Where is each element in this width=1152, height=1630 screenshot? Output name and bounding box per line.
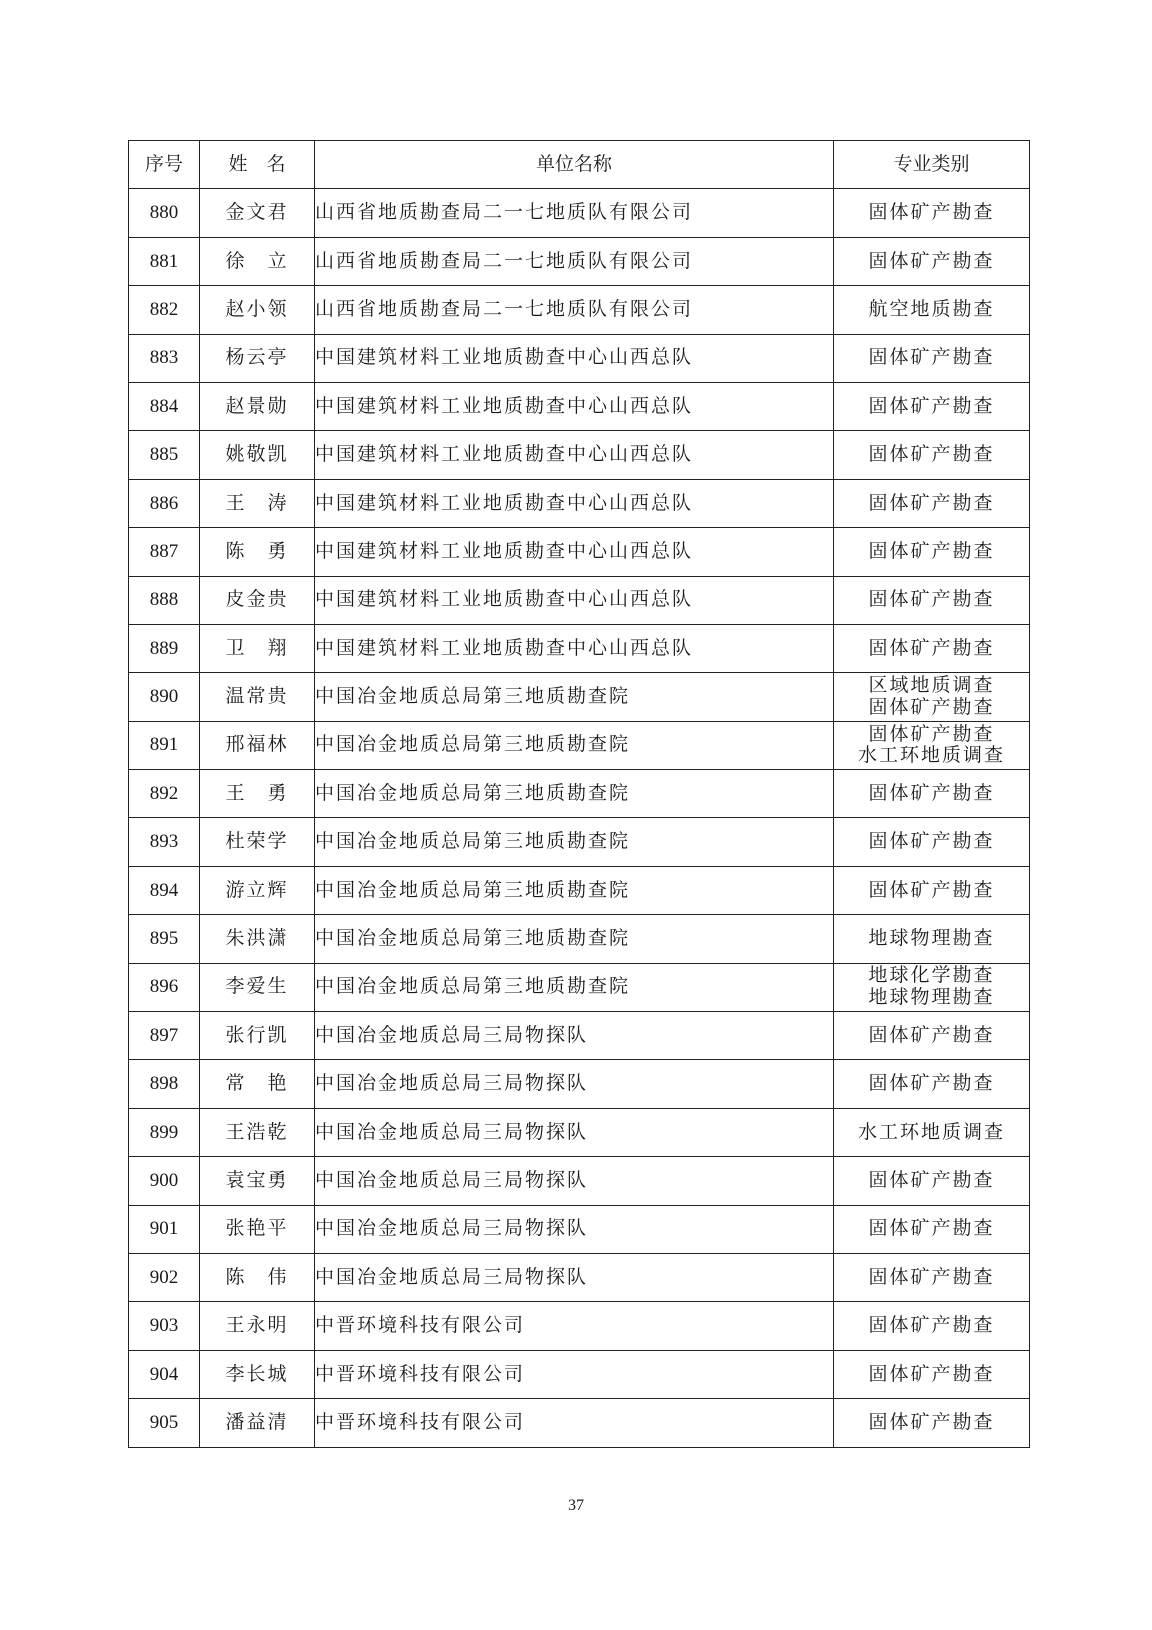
person-name: 邢福林	[200, 721, 315, 769]
specialty-cell	[834, 576, 1030, 624]
row-number: 884	[129, 382, 200, 430]
row-number: 895	[129, 915, 200, 963]
unit-name: 中晋环境科技有限公司	[315, 1302, 834, 1350]
person-name: 杜荣学	[200, 818, 315, 866]
unit-name: 中国冶金地质总局第三地质勘查院	[315, 770, 834, 818]
table-row	[129, 1302, 1030, 1350]
person-name: 张艳平	[200, 1205, 315, 1253]
unit-name: 中国冶金地质总局三局物探队	[315, 1157, 834, 1205]
unit-name: 中国冶金地质总局第三地质勘查院	[315, 721, 834, 769]
specialty-cell	[834, 1205, 1030, 1253]
specialty-label: 固体矿产勘查	[868, 878, 995, 901]
row-number: 883	[129, 334, 200, 382]
specialty-label: 固体矿产勘查	[868, 1362, 995, 1385]
row-number: 880	[129, 189, 200, 237]
specialty-label: 固体矿产勘查	[868, 1023, 995, 1046]
specialty-cell	[834, 1108, 1030, 1156]
specialty-label: 固体矿产勘查	[868, 781, 995, 804]
row-number: 893	[129, 818, 200, 866]
table-row	[129, 528, 1030, 576]
specialty-label: 固体矿产勘查	[868, 695, 995, 718]
row-number: 882	[129, 286, 200, 334]
specialty-label: 固体矿产勘查	[868, 394, 995, 417]
row-number: 899	[129, 1108, 200, 1156]
person-name: 朱洪潇	[200, 915, 315, 963]
specialty-label: 固体矿产勘查	[868, 443, 995, 466]
table-row	[129, 1350, 1030, 1398]
specialty-cell	[834, 721, 1030, 769]
person-name: 王 勇	[200, 770, 315, 818]
specialty-cell	[834, 673, 1030, 721]
specialty-label: 固体矿产勘查	[868, 830, 995, 853]
unit-name: 中国冶金地质总局三局物探队	[315, 1012, 834, 1060]
table-row	[129, 286, 1030, 334]
unit-name: 中国冶金地质总局三局物探队	[315, 1253, 834, 1301]
row-number: 897	[129, 1012, 200, 1060]
specialty-label: 固体矿产勘查	[868, 1168, 995, 1191]
table-row	[129, 479, 1030, 527]
table-row	[129, 624, 1030, 672]
specialty-cell	[834, 915, 1030, 963]
table-row	[129, 1253, 1030, 1301]
specialty-cell	[834, 1253, 1030, 1301]
page-number: 37	[568, 1497, 584, 1514]
specialty-label: 固体矿产勘查	[868, 1217, 995, 1240]
unit-name: 山西省地质勘查局二一七地质队有限公司	[315, 237, 834, 285]
unit-name: 中国冶金地质总局三局物探队	[315, 1108, 834, 1156]
table-row	[129, 866, 1030, 914]
person-name: 杨云亭	[200, 334, 315, 382]
row-number: 888	[129, 576, 200, 624]
table-row	[129, 334, 1030, 382]
row-number: 889	[129, 624, 200, 672]
table-row	[129, 382, 1030, 430]
unit-name: 中晋环境科技有限公司	[315, 1350, 834, 1398]
table-row	[129, 1205, 1030, 1253]
specialty-label: 固体矿产勘查	[868, 1072, 995, 1095]
specialty-cell	[834, 528, 1030, 576]
specialty-cell	[834, 286, 1030, 334]
row-number: 901	[129, 1205, 200, 1253]
specialty-cell	[834, 1012, 1030, 1060]
specialty-label: 地球化学勘查	[868, 964, 995, 987]
unit-name: 中国冶金地质总局第三地质勘查院	[315, 818, 834, 866]
table-row	[129, 1012, 1030, 1060]
table-row	[129, 915, 1030, 963]
person-name: 赵小领	[200, 286, 315, 334]
row-number: 892	[129, 770, 200, 818]
person-name: 温常贵	[200, 673, 315, 721]
row-number: 898	[129, 1060, 200, 1108]
row-number: 904	[129, 1350, 200, 1398]
unit-name: 中国建筑材料工业地质勘查中心山西总队	[315, 382, 834, 430]
person-name: 赵景勋	[200, 382, 315, 430]
specialty-cell	[834, 1302, 1030, 1350]
person-name: 陈 伟	[200, 1253, 315, 1301]
unit-name: 中国建筑材料工业地质勘查中心山西总队	[315, 576, 834, 624]
table-row	[129, 189, 1030, 237]
specialty-label: 固体矿产勘查	[868, 636, 995, 659]
person-name: 王浩乾	[200, 1108, 315, 1156]
table-row	[129, 963, 1030, 1011]
table-row	[129, 576, 1030, 624]
person-name: 李长城	[200, 1350, 315, 1398]
specialty-label: 固体矿产勘查	[868, 491, 995, 514]
specialty-label: 固体矿产勘查	[868, 722, 995, 745]
specialty-label: 固体矿产勘查	[868, 1314, 995, 1337]
row-number: 890	[129, 673, 200, 721]
specialty-label: 固体矿产勘查	[868, 588, 995, 611]
table-row	[129, 721, 1030, 769]
person-name: 袁宝勇	[200, 1157, 315, 1205]
specialty-label: 固体矿产勘查	[868, 539, 995, 562]
specialty-cell	[834, 963, 1030, 1011]
specialty-cell	[834, 189, 1030, 237]
specialty-cell	[834, 431, 1030, 479]
table-row	[129, 770, 1030, 818]
row-number: 887	[129, 528, 200, 576]
person-name: 卫 翔	[200, 624, 315, 672]
row-number: 894	[129, 866, 200, 914]
unit-name: 中国建筑材料工业地质勘查中心山西总队	[315, 479, 834, 527]
specialty-cell	[834, 1157, 1030, 1205]
row-number: 891	[129, 721, 200, 769]
row-number: 902	[129, 1253, 200, 1301]
table-row	[129, 1399, 1030, 1447]
person-name: 李爱生	[200, 963, 315, 1011]
table-row	[129, 673, 1030, 721]
unit-name: 中国建筑材料工业地质勘查中心山西总队	[315, 624, 834, 672]
specialty-cell	[834, 1350, 1030, 1398]
specialty-cell	[834, 334, 1030, 382]
specialty-label: 固体矿产勘查	[868, 346, 995, 369]
specialty-cell	[834, 1399, 1030, 1447]
person-name: 常 艳	[200, 1060, 315, 1108]
table-row	[129, 1157, 1030, 1205]
specialty-label: 水工环地质调查	[857, 744, 1005, 767]
header-row	[129, 141, 1030, 189]
table-row	[129, 1060, 1030, 1108]
unit-name: 中国冶金地质总局三局物探队	[315, 1060, 834, 1108]
specialty-label: 区域地质调查	[868, 674, 995, 697]
specialty-label: 固体矿产勘查	[868, 1265, 995, 1288]
specialty-label: 固体矿产勘查	[868, 1410, 995, 1433]
person-name: 潘益清	[200, 1399, 315, 1447]
person-name: 徐 立	[200, 237, 315, 285]
unit-name: 中国建筑材料工业地质勘查中心山西总队	[315, 334, 834, 382]
table-row	[129, 237, 1030, 285]
specialty-cell	[834, 770, 1030, 818]
header-spec: 专业类别	[834, 141, 1030, 189]
row-number: 896	[129, 963, 200, 1011]
row-number: 905	[129, 1399, 200, 1447]
specialty-label: 水工环地质调查	[857, 1120, 1005, 1143]
unit-name: 中国建筑材料工业地质勘查中心山西总队	[315, 431, 834, 479]
specialty-cell	[834, 1060, 1030, 1108]
specialty-cell	[834, 866, 1030, 914]
specialty-cell	[834, 237, 1030, 285]
unit-name: 中国冶金地质总局三局物探队	[315, 1205, 834, 1253]
person-name: 姚敬凯	[200, 431, 315, 479]
specialty-cell	[834, 818, 1030, 866]
row-number: 903	[129, 1302, 200, 1350]
specialty-label: 地球物理勘查	[868, 986, 995, 1009]
header-no: 序号	[129, 141, 200, 189]
person-name: 金文君	[200, 189, 315, 237]
person-name: 王 涛	[200, 479, 315, 527]
row-number: 881	[129, 237, 200, 285]
specialty-label: 固体矿产勘查	[868, 201, 995, 224]
unit-name: 中国冶金地质总局第三地质勘查院	[315, 915, 834, 963]
roster-table	[128, 140, 1030, 1448]
unit-name: 中晋环境科技有限公司	[315, 1399, 834, 1447]
row-number: 886	[129, 479, 200, 527]
unit-name: 中国冶金地质总局第三地质勘查院	[315, 866, 834, 914]
specialty-label: 航空地质勘查	[868, 297, 995, 320]
table-row	[129, 818, 1030, 866]
header-name: 姓 名	[200, 141, 315, 189]
specialty-cell	[834, 382, 1030, 430]
table-row	[129, 431, 1030, 479]
specialty-label: 地球物理勘查	[868, 927, 995, 950]
row-number: 900	[129, 1157, 200, 1205]
specialty-cell	[834, 624, 1030, 672]
person-name: 皮金贵	[200, 576, 315, 624]
unit-name: 中国冶金地质总局第三地质勘查院	[315, 963, 834, 1011]
person-name: 张行凯	[200, 1012, 315, 1060]
unit-name: 中国冶金地质总局第三地质勘查院	[315, 673, 834, 721]
person-name: 王永明	[200, 1302, 315, 1350]
person-name: 游立辉	[200, 866, 315, 914]
specialty-cell	[834, 479, 1030, 527]
person-name: 陈 勇	[200, 528, 315, 576]
unit-name: 山西省地质勘查局二一七地质队有限公司	[315, 189, 834, 237]
row-number: 885	[129, 431, 200, 479]
specialty-label: 固体矿产勘查	[868, 249, 995, 272]
header-unit: 单位名称	[315, 141, 834, 189]
unit-name: 山西省地质勘查局二一七地质队有限公司	[315, 286, 834, 334]
unit-name: 中国建筑材料工业地质勘查中心山西总队	[315, 528, 834, 576]
roster-body	[129, 189, 1030, 1447]
table-row	[129, 1108, 1030, 1156]
